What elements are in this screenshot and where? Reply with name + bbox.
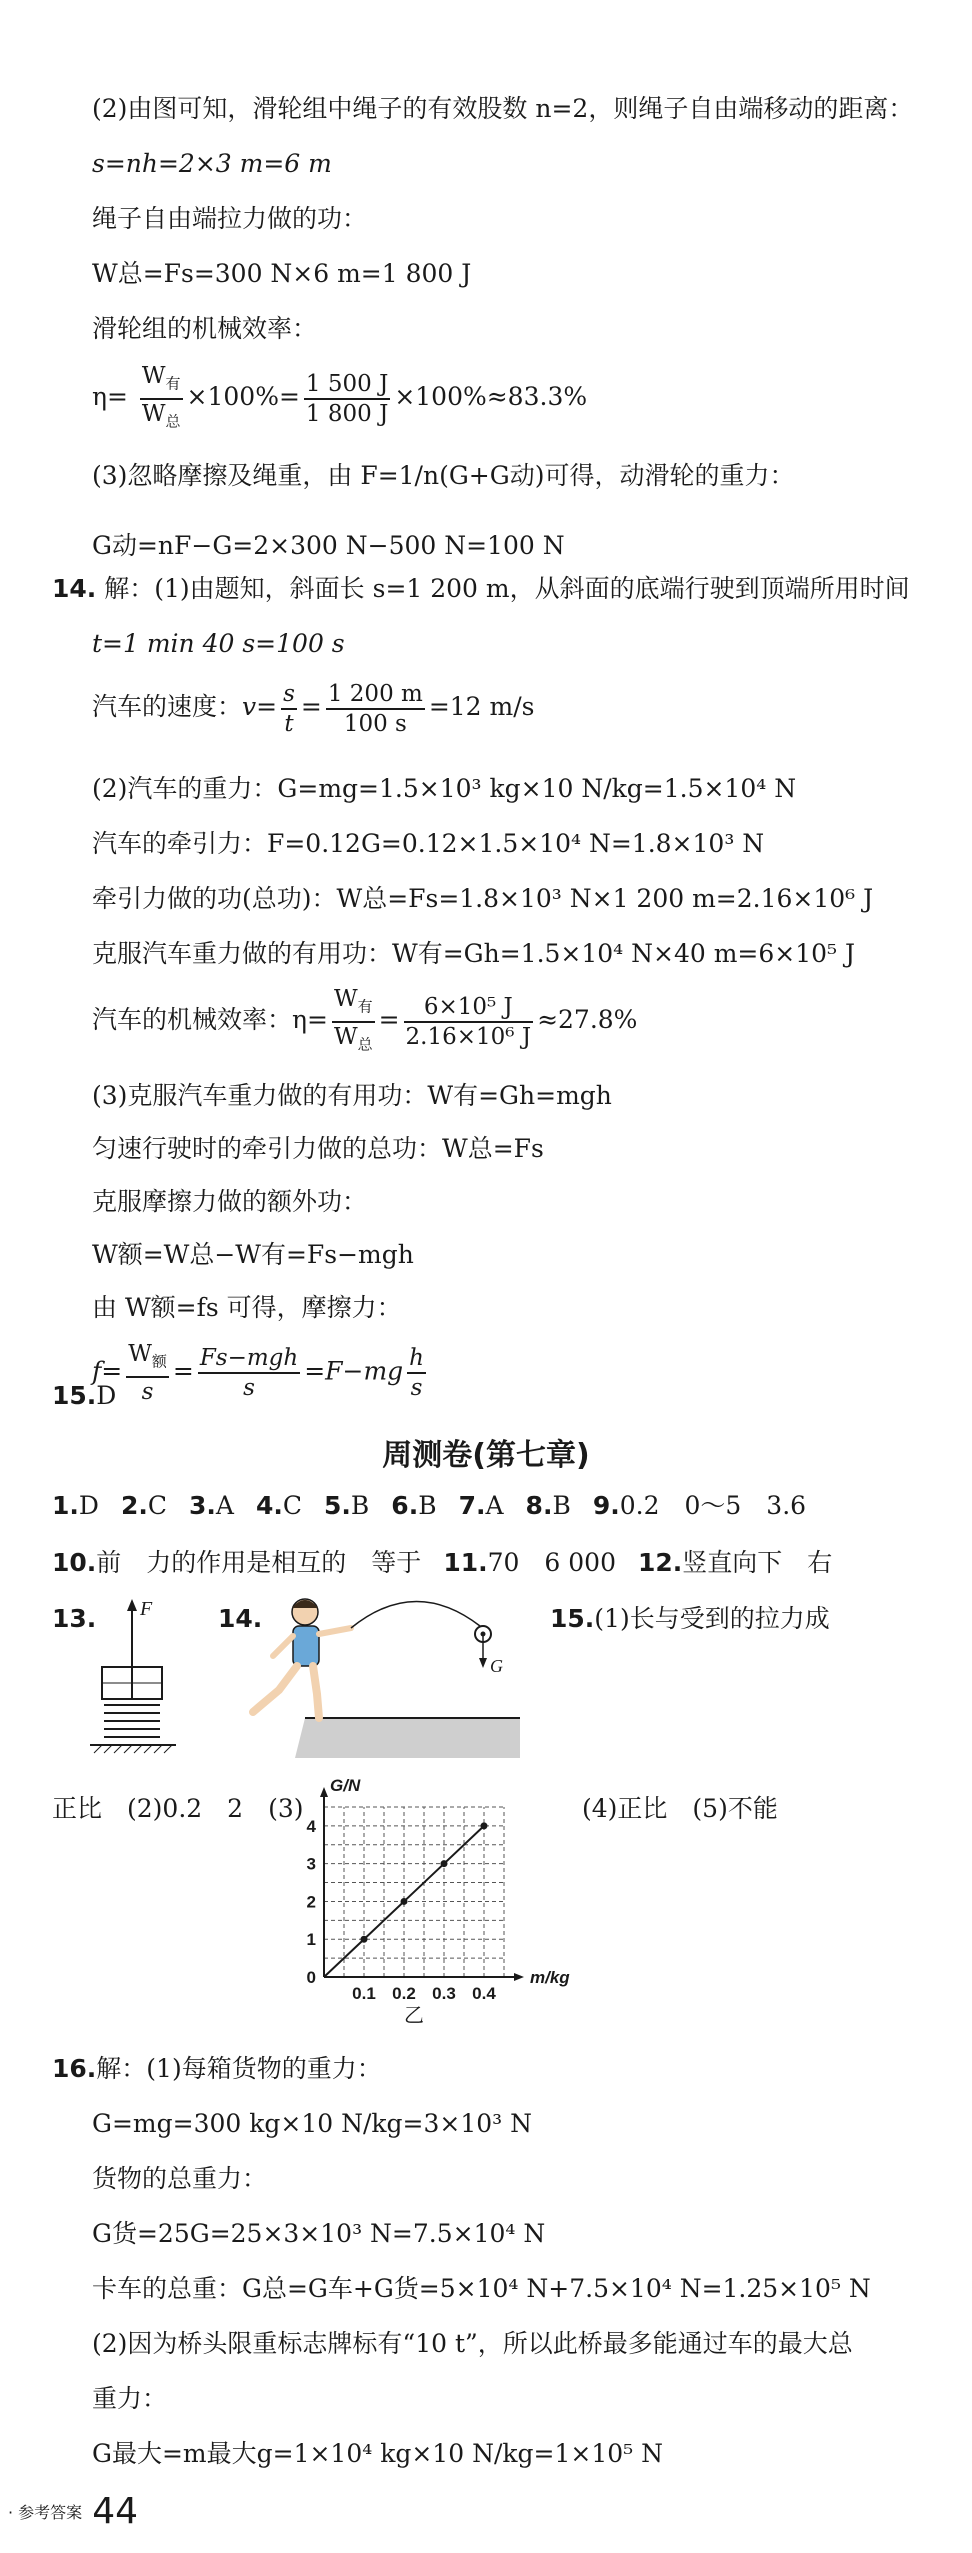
answer-value: B bbox=[552, 1491, 571, 1520]
weight-G-label: G bbox=[490, 1656, 503, 1676]
q15b-line1 bbox=[550, 1603, 830, 1635]
x-axis-label: m/kg bbox=[530, 1968, 570, 1987]
answer-value: 竖直向下 右 bbox=[682, 1548, 833, 1577]
q16-cargo-weight: G货=25G=25×3×10³ N=7.5×10⁴ N bbox=[92, 2219, 546, 2248]
data-point bbox=[481, 1822, 488, 1829]
q16-part2: (2)因为桥头限重标志牌标有“10 t”，所以此桥最多能通过车的最大总 bbox=[92, 2329, 853, 2358]
q13-fig-label: 13. bbox=[52, 1604, 97, 1633]
answer-number: 2. bbox=[120, 1491, 148, 1520]
answer-number: 4. bbox=[255, 1491, 283, 1520]
x-tick-label: 0.1 bbox=[352, 1984, 376, 2003]
data-point bbox=[441, 1860, 448, 1867]
answer-value: A bbox=[215, 1491, 234, 1520]
q14-speed: 汽车的速度：v= $\frac{s}{t}$ = $\frac{1 200 m}{100 s}$ =12 m/s bbox=[92, 680, 535, 737]
eta-result: ≈83.3% bbox=[486, 382, 588, 412]
q13-pulley-weight: G动=nF−G=2×300 N−500 N=100 N bbox=[92, 531, 565, 560]
data-point bbox=[361, 1936, 368, 1943]
answers-row-2 bbox=[52, 1547, 854, 1579]
page-number: 44 bbox=[92, 2491, 138, 2532]
footer-label: · 参考答案 bbox=[8, 2503, 83, 2522]
y-tick-label: 2 bbox=[306, 1892, 316, 1912]
answer-value: D bbox=[78, 1491, 99, 1520]
q16-weight: G=mg=300 kg×10 N/kg=3×10³ N bbox=[92, 2109, 533, 2138]
q14-fig-label: 14. bbox=[218, 1604, 263, 1633]
q14-p3-extra-label: 克服摩擦力做的额外功： bbox=[92, 1187, 368, 1216]
q13-total-work: W总=Fs=300 N×6 m=1 800 J bbox=[92, 259, 472, 288]
frac-speed: $\frac{1 200 m}{100 s}$ bbox=[327, 680, 423, 737]
y-axis-label: G/N bbox=[330, 1776, 361, 1795]
answer-number: 6. bbox=[391, 1491, 419, 1520]
q16-number: 16. bbox=[52, 2054, 97, 2083]
q16-truck-weight: 卡车的总重：G总=G车+G货=5×10⁴ N+7.5×10⁴ N=1.25×10⁵ N bbox=[92, 2274, 871, 2303]
q14-useful-work: 克服汽车重力做的有用功：W有=Gh=1.5×10⁴ N×40 m=6×10⁵ J bbox=[92, 939, 856, 968]
q16-line1 bbox=[52, 2053, 382, 2085]
frac-h-s: $\frac{h}{s}$ bbox=[409, 1344, 424, 1401]
q14-part1: 解：(1)由题知，斜面长 s=1 200 m，从斜面的底端行驶到顶端所用时间 bbox=[104, 574, 910, 603]
answer-number: 8. bbox=[525, 1491, 553, 1520]
answer-value: B bbox=[350, 1491, 370, 1520]
friction-result: =F−mg bbox=[304, 1356, 404, 1386]
frac-eff: $\frac{\text{6×10⁵ J}}{\text{2.16×10⁶ J}}$ bbox=[405, 993, 532, 1050]
q14-efficiency: 汽车的机械效率：η= $\frac{W_有}{W_总}$ = $\frac{\text{6×10⁵ J}}{\text{2.16×10⁶ J}}$ ≈27.8% bbox=[92, 985, 637, 1058]
answer-number: 10. bbox=[52, 1548, 97, 1577]
q14-part3: (3)克服汽车重力做的有用功：W有=Gh=mgh bbox=[92, 1081, 612, 1110]
q13-work-label: 绳子自由端拉力做的功： bbox=[92, 204, 368, 233]
frac-j-ratio: $\frac{1 500 J}{1 800 J}$ bbox=[305, 370, 389, 427]
q14-number: 14. bbox=[52, 574, 97, 603]
answer-number: 11. bbox=[443, 1548, 488, 1577]
answer-value: C bbox=[282, 1491, 303, 1520]
q15b-line2: 正比 (2)0.2 2 (3) bbox=[52, 1794, 304, 1823]
x-tick-label: 0.4 bbox=[472, 1984, 496, 2003]
q13-part3-intro: (3)忽略摩擦及绳重，由 F=1/n(G+G动)可得，动滑轮的重力： bbox=[92, 461, 795, 490]
q14-part2: (2)汽车的重力：G=mg=1.5×10³ kg×10 N/kg=1.5×10⁴ N bbox=[92, 774, 797, 803]
answer-number: 3. bbox=[189, 1491, 216, 1520]
eff-label: 汽车的机械效率：η= bbox=[92, 1005, 328, 1035]
page-footer bbox=[8, 2491, 138, 2532]
spring-figure bbox=[90, 1595, 200, 1755]
eta-lhs: η= bbox=[92, 382, 128, 412]
y-tick-label: 4 bbox=[306, 1816, 316, 1836]
speed-result: =12 m/s bbox=[428, 692, 535, 721]
q13-eff-label: 滑轮组的机械效率： bbox=[92, 314, 318, 343]
q14-p3-from: 由 W额=fs 可得，摩擦力： bbox=[92, 1293, 402, 1322]
q16-part1: 解：(1)每箱货物的重力： bbox=[96, 2054, 382, 2083]
speed-label: 汽车的速度： bbox=[92, 692, 243, 721]
answer-value: 前 力的作用是相互的 等于 bbox=[96, 1548, 422, 1577]
frac-friction: $\frac{\text{Fs−mgh}}{s}$ bbox=[199, 1344, 299, 1401]
data-point bbox=[401, 1898, 408, 1905]
frac-w-ratio-2: $\frac{W_有}{W_总}$ bbox=[332, 985, 375, 1058]
q14-line1 bbox=[52, 573, 910, 605]
q15-answer: D bbox=[96, 1381, 117, 1410]
q15-line bbox=[52, 1380, 116, 1412]
force-F-label: F bbox=[140, 1598, 153, 1620]
answer-number: 7. bbox=[458, 1491, 486, 1520]
y-tick-label: 0 bbox=[306, 1968, 316, 1987]
frac-w-extra: $\frac{W_额}{s}$ bbox=[128, 1341, 167, 1405]
answer-value: C bbox=[147, 1491, 167, 1520]
q16-max-weight: G最大=m最大g=1×10⁴ kg×10 N/kg=1×10⁵ N bbox=[92, 2439, 663, 2468]
q13-part2-intro: (2)由图可知，滑轮组中绳子的有效股数 n=2，则绳子自由端移动的距离： bbox=[92, 94, 914, 123]
x-tick-label: 0.2 bbox=[392, 1984, 416, 2003]
q16-total-label: 货物的总重力： bbox=[92, 2164, 268, 2193]
answer-number: 9. bbox=[592, 1491, 620, 1520]
q14-friction: f= $\frac{W_额}{s}$ = $\frac{\text{Fs−mgh}}{s}$ =F−mg $\frac{h}{s}$ bbox=[92, 1341, 424, 1405]
q15-number: 15. bbox=[52, 1381, 97, 1410]
q15b-part4: (4)正比 (5)不能 bbox=[582, 1794, 778, 1823]
q14-traction: 汽车的牵引力：F=0.12G=0.12×1.5×10⁴ N=1.8×10³ N bbox=[92, 829, 765, 858]
q15b-number: 15. bbox=[550, 1604, 595, 1633]
y-tick-label: 1 bbox=[306, 1930, 316, 1950]
chart-caption: 乙 bbox=[404, 2003, 424, 2027]
x-axis-arrow bbox=[514, 1973, 524, 1981]
q13-efficiency: η= $\frac{W_有}{W_总}$ ×100%= $\frac{1 500 J}{1 800 J}$ ×100%≈83.3% bbox=[92, 362, 587, 435]
q14-time: t=1 min 40 s=100 s bbox=[92, 629, 345, 658]
answer-value: 70 6 000 bbox=[487, 1548, 616, 1577]
answer-number: 12. bbox=[638, 1548, 683, 1577]
answer-value: A bbox=[485, 1491, 504, 1520]
frac-w-ratio: $\frac{W_有}{W_总}$ bbox=[140, 362, 183, 435]
section-title: 周测卷(第七章) bbox=[382, 1438, 590, 1473]
y-axis-arrow bbox=[320, 1787, 328, 1797]
throwing-figure bbox=[235, 1590, 525, 1760]
answer-number: 1. bbox=[52, 1491, 79, 1520]
answers-row-1 bbox=[52, 1490, 828, 1522]
q13-distance: s=nh=2×3 m=6 m bbox=[92, 149, 332, 178]
q16-part2b: 重力： bbox=[92, 2384, 168, 2413]
q14-total-work: 牵引力做的功(总功)：W总=Fs=1.8×10³ N×1 200 m=2.16×10⁶ J bbox=[92, 884, 874, 913]
q15b-part1: (1)长与受到的拉力成 bbox=[594, 1604, 830, 1633]
answer-number: 5. bbox=[324, 1491, 351, 1520]
frac-s-t: $\frac{s}{t}$ bbox=[283, 680, 295, 737]
eff-result: ≈27.8% bbox=[537, 1005, 638, 1035]
q14-p3-total: 匀速行驶时的牵引力做的总功：W总=Fs bbox=[92, 1134, 544, 1163]
x-tick-label: 0.3 bbox=[432, 1984, 456, 2003]
g-m-chart bbox=[296, 1776, 576, 2027]
q14-p3-extra: W额=W总−W有=Fs−mgh bbox=[92, 1240, 414, 1269]
y-tick-label: 3 bbox=[306, 1854, 316, 1874]
answer-value: 0.2 0～5 3.6 bbox=[619, 1491, 807, 1520]
answer-value: B bbox=[418, 1491, 437, 1520]
